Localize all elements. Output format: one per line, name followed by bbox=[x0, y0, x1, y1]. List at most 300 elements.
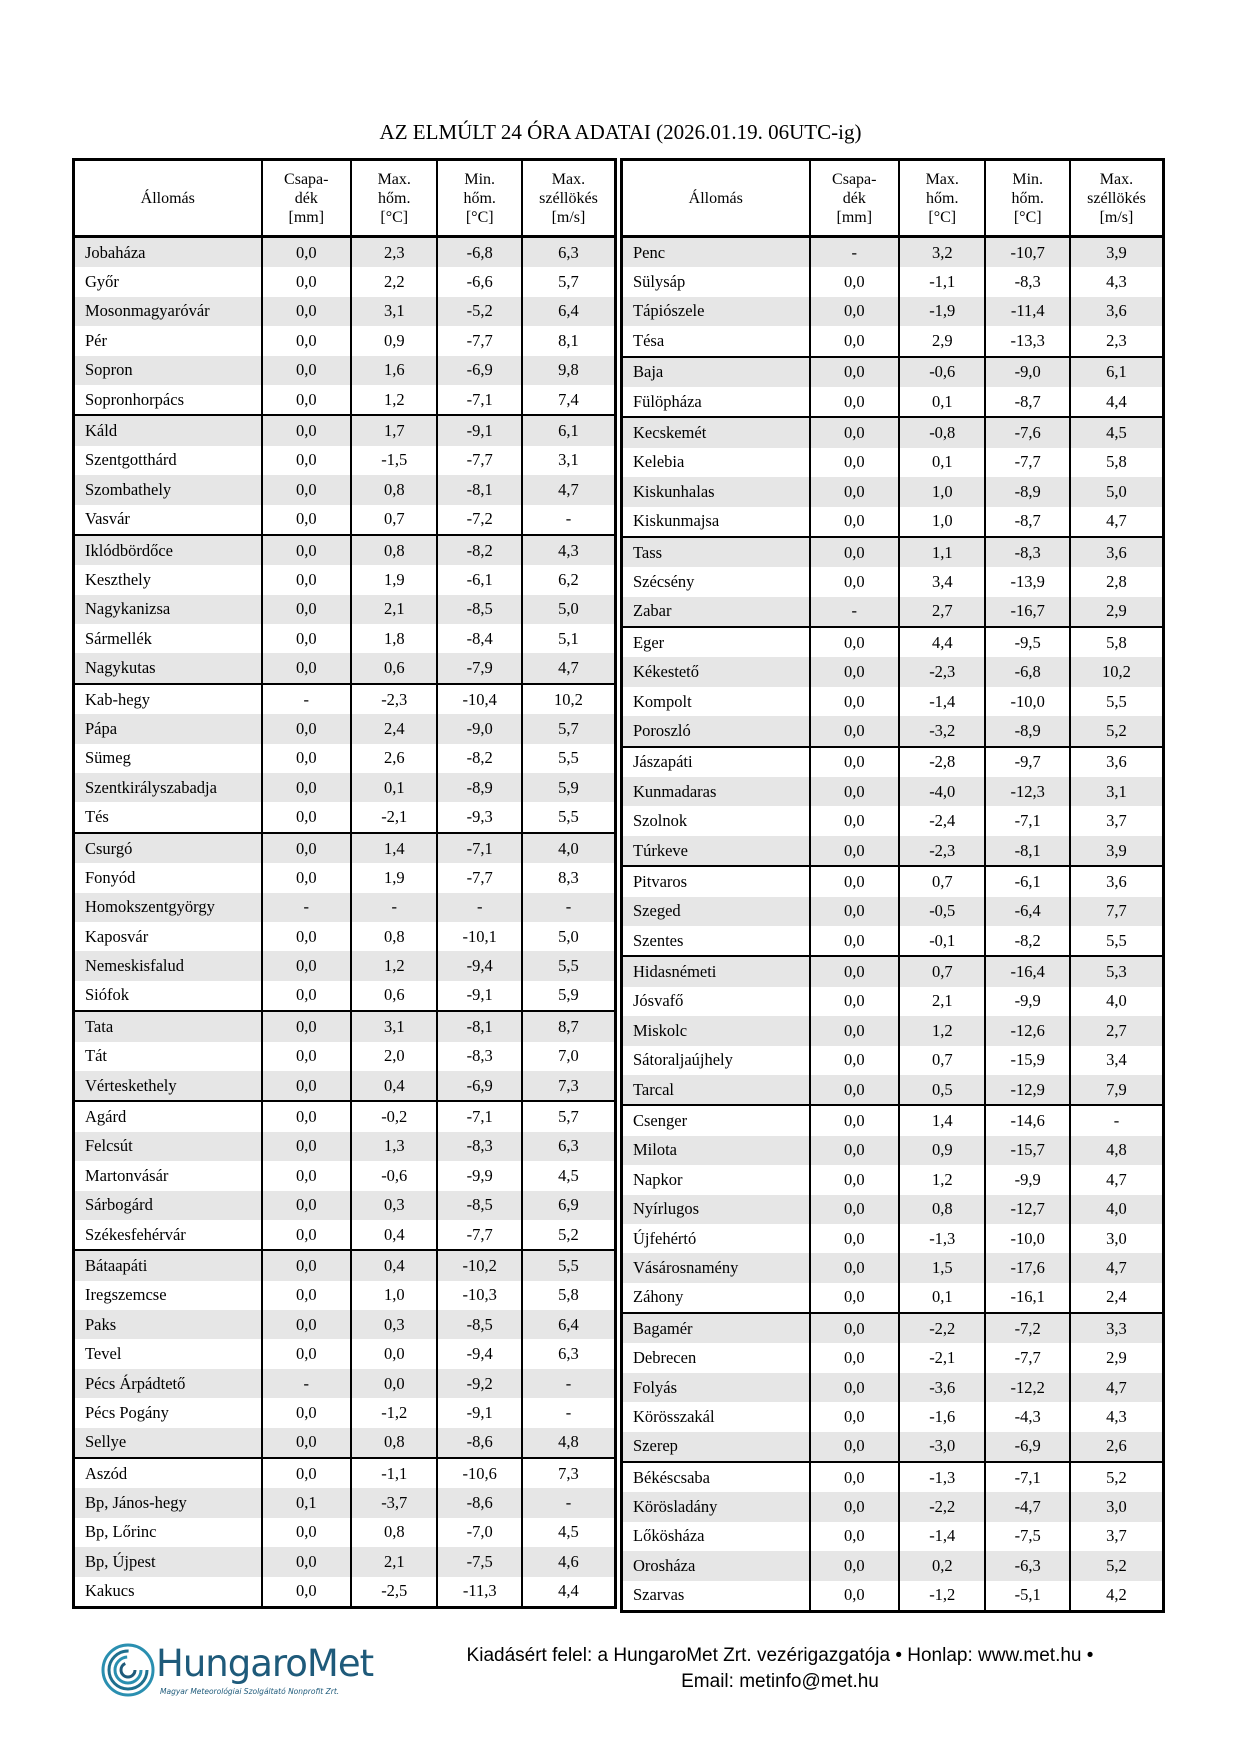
footer-line-email: Email: metinfo@met.hu bbox=[681, 1671, 879, 1692]
table-row bbox=[74, 1518, 616, 1547]
precip-value: 0,0 bbox=[262, 1101, 351, 1131]
tmax-value: 0,4 bbox=[351, 1071, 437, 1101]
table-row bbox=[74, 1161, 616, 1190]
table-row bbox=[74, 356, 616, 385]
station-name: Körösszakál bbox=[622, 1402, 810, 1431]
gust-value: 10,2 bbox=[1070, 657, 1164, 686]
precip-value: 0,0 bbox=[810, 987, 899, 1016]
gust-value: 6,4 bbox=[522, 297, 616, 326]
tmax-value: 3,1 bbox=[351, 297, 437, 326]
precip-value: 0,0 bbox=[810, 1016, 899, 1045]
station-name: Káld bbox=[74, 415, 262, 445]
tmax-value: -1,4 bbox=[899, 687, 985, 716]
gust-value: 6,3 bbox=[522, 237, 616, 268]
tmax-value: -3,6 bbox=[899, 1373, 985, 1402]
station-name: Siófok bbox=[74, 981, 262, 1011]
tmax-value: 0,7 bbox=[899, 1046, 985, 1075]
tmin-value: -7,7 bbox=[437, 326, 521, 355]
gust-value: 2,7 bbox=[1070, 1016, 1164, 1045]
precip-value: - bbox=[810, 597, 899, 627]
station-name: Sümeg bbox=[74, 744, 262, 773]
precip-value: 0,0 bbox=[810, 806, 899, 835]
tmax-value: -1,5 bbox=[351, 446, 437, 475]
tmax-value: -2,1 bbox=[899, 1343, 985, 1372]
precip-value: 0,0 bbox=[810, 387, 899, 417]
gust-value: 4,7 bbox=[1070, 507, 1164, 537]
tmin-value: -9,9 bbox=[437, 1161, 521, 1190]
precip-value: 0,0 bbox=[810, 417, 899, 447]
tmax-value: -1,3 bbox=[899, 1462, 985, 1492]
tmin-value: -8,6 bbox=[437, 1428, 521, 1458]
tmin-value: -6,3 bbox=[985, 1551, 1069, 1580]
station-name: Pitvaros bbox=[622, 866, 810, 896]
gust-value: 3,0 bbox=[1070, 1224, 1164, 1253]
table-row bbox=[622, 1165, 1164, 1194]
tmax-value: 1,8 bbox=[351, 624, 437, 653]
station-name: Tevel bbox=[74, 1339, 262, 1368]
station-name: Bp, Lőrinc bbox=[74, 1518, 262, 1547]
tmax-value: -1,1 bbox=[351, 1458, 437, 1488]
gust-value: 3,0 bbox=[1070, 1492, 1164, 1521]
station-name: Miskolc bbox=[622, 1016, 810, 1045]
tmax-value: 0,6 bbox=[351, 653, 437, 683]
gust-value: 3,9 bbox=[1070, 237, 1164, 268]
gust-value: 4,8 bbox=[1070, 1136, 1164, 1165]
tmin-value: -8,3 bbox=[437, 1042, 521, 1071]
table-row bbox=[622, 1581, 1164, 1612]
table-row bbox=[74, 1339, 616, 1368]
tmin-value: -8,6 bbox=[437, 1488, 521, 1517]
gust-value: 5,7 bbox=[522, 714, 616, 743]
station-name: Bp, Újpest bbox=[74, 1547, 262, 1576]
precip-value: 0,0 bbox=[810, 448, 899, 477]
precip-value: 0,0 bbox=[262, 1042, 351, 1071]
precip-value: 0,0 bbox=[810, 1522, 899, 1551]
precip-value: 0,0 bbox=[262, 1071, 351, 1101]
gust-value: 2,3 bbox=[1070, 326, 1164, 356]
precip-value: 0,0 bbox=[262, 1518, 351, 1547]
station-name: Szécsény bbox=[622, 567, 810, 596]
precip-value: - bbox=[262, 684, 351, 714]
tmin-value: -9,3 bbox=[437, 802, 521, 832]
table-row bbox=[74, 684, 616, 714]
table-row bbox=[74, 1458, 616, 1488]
station-name: Poroszló bbox=[622, 716, 810, 746]
gust-value: 4,0 bbox=[1070, 1195, 1164, 1224]
precip-value: 0,0 bbox=[810, 1224, 899, 1253]
precip-value: 0,0 bbox=[262, 922, 351, 951]
station-name: Jobaháza bbox=[74, 237, 262, 268]
table-row bbox=[74, 297, 616, 326]
precip-value: 0,0 bbox=[262, 624, 351, 653]
gust-value: 2,6 bbox=[1070, 1432, 1164, 1462]
table-header-row bbox=[622, 160, 1164, 237]
tmin-value: -9,4 bbox=[437, 951, 521, 980]
gust-value: 3,6 bbox=[1070, 537, 1164, 567]
tmin-value: -6,6 bbox=[437, 267, 521, 296]
table-row bbox=[74, 1428, 616, 1458]
tmax-value: 0,3 bbox=[351, 1310, 437, 1339]
station-name: Szentgotthárd bbox=[74, 446, 262, 475]
station-name: Debrecen bbox=[622, 1343, 810, 1372]
gust-value: 5,0 bbox=[1070, 477, 1164, 506]
tmin-value: -8,9 bbox=[437, 773, 521, 802]
tmin-value: -9,1 bbox=[437, 415, 521, 445]
precip-value: 0,0 bbox=[810, 267, 899, 296]
tmax-value: -2,3 bbox=[899, 657, 985, 686]
tmax-value: 2,4 bbox=[351, 714, 437, 743]
gust-value: 4,7 bbox=[1070, 1165, 1164, 1194]
tmax-value: 0,8 bbox=[899, 1195, 985, 1224]
gust-value: 2,9 bbox=[1070, 1343, 1164, 1372]
tmin-value: -12,2 bbox=[985, 1373, 1069, 1402]
table-row bbox=[622, 1046, 1164, 1075]
station-name: Tass bbox=[622, 537, 810, 567]
tmin-value: -7,2 bbox=[437, 505, 521, 535]
header-tmax: Max. hőm. [°C] bbox=[351, 160, 437, 237]
table-row bbox=[74, 595, 616, 624]
tmax-value: 0,7 bbox=[899, 956, 985, 986]
precip-value: 0,0 bbox=[262, 385, 351, 415]
station-name: Tápiószele bbox=[622, 297, 810, 326]
table-row bbox=[74, 1132, 616, 1161]
station-name: Tarcal bbox=[622, 1075, 810, 1105]
header-precip: Csapa- dék [mm] bbox=[810, 160, 899, 237]
station-name: Eger bbox=[622, 627, 810, 657]
tmax-value: 1,2 bbox=[351, 385, 437, 415]
gust-value: 5,8 bbox=[1070, 627, 1164, 657]
gust-value: - bbox=[522, 1398, 616, 1427]
tmax-value: 0,2 bbox=[899, 1551, 985, 1580]
precip-value: 0,0 bbox=[810, 747, 899, 777]
precip-value: 0,0 bbox=[810, 1046, 899, 1075]
table-row bbox=[74, 1398, 616, 1427]
tmax-value: -2,2 bbox=[899, 1313, 985, 1343]
tmin-value: -8,2 bbox=[437, 744, 521, 773]
precip-value: 0,0 bbox=[810, 866, 899, 896]
station-name: Kompolt bbox=[622, 687, 810, 716]
tmax-value: 1,5 bbox=[899, 1253, 985, 1282]
station-name: Záhony bbox=[622, 1283, 810, 1313]
tmax-value: 3,4 bbox=[899, 567, 985, 596]
tmin-value: -8,4 bbox=[437, 624, 521, 653]
tmax-value: 0,3 bbox=[351, 1191, 437, 1220]
tmax-value: 0,7 bbox=[899, 866, 985, 896]
gust-value: 4,3 bbox=[522, 535, 616, 565]
station-name: Milota bbox=[622, 1136, 810, 1165]
precip-value: 0,0 bbox=[810, 1313, 899, 1343]
precip-value: 0,0 bbox=[262, 1310, 351, 1339]
gust-value: 5,2 bbox=[522, 1220, 616, 1250]
gust-value: 6,3 bbox=[522, 1132, 616, 1161]
swirl-logo-icon bbox=[100, 1642, 156, 1698]
station-name: Körösladány bbox=[622, 1492, 810, 1521]
gust-value: 5,5 bbox=[1070, 926, 1164, 956]
table-row bbox=[622, 387, 1164, 417]
table-row bbox=[622, 777, 1164, 806]
station-name: Agárd bbox=[74, 1101, 262, 1131]
tmin-value: -7,1 bbox=[437, 833, 521, 863]
table-row bbox=[622, 747, 1164, 777]
gust-value: 3,9 bbox=[1070, 836, 1164, 866]
table-row bbox=[622, 806, 1164, 835]
tmin-value: -10,4 bbox=[437, 684, 521, 714]
table-row bbox=[622, 926, 1164, 956]
header-station: Állomás bbox=[622, 160, 810, 237]
gust-value: 3,3 bbox=[1070, 1313, 1164, 1343]
precip-value: 0,0 bbox=[810, 956, 899, 986]
footer-line-publisher: Kiadásért felel: a HungaroMet Zrt. vezérigazgatója • Honlap: www.met.hu • bbox=[466, 1645, 1094, 1666]
table-row bbox=[74, 624, 616, 653]
table-row bbox=[74, 1488, 616, 1517]
tmax-value: 3,1 bbox=[351, 1011, 437, 1041]
tmin-value: -8,1 bbox=[437, 475, 521, 504]
gust-value: 7,3 bbox=[522, 1071, 616, 1101]
station-name: Kaposvár bbox=[74, 922, 262, 951]
gust-value: 5,5 bbox=[522, 744, 616, 773]
station-name: Kiskunmajsa bbox=[622, 507, 810, 537]
tmax-value: 0,6 bbox=[351, 981, 437, 1011]
gust-value: 4,4 bbox=[1070, 387, 1164, 417]
tmax-value: -2,8 bbox=[899, 747, 985, 777]
tmin-value: -16,4 bbox=[985, 956, 1069, 986]
tmin-value: -9,4 bbox=[437, 1339, 521, 1368]
table-row bbox=[622, 627, 1164, 657]
gust-value: 2,4 bbox=[1070, 1283, 1164, 1313]
precip-value: 0,0 bbox=[810, 1373, 899, 1402]
tmax-value: 1,2 bbox=[351, 951, 437, 980]
table-row bbox=[622, 237, 1164, 268]
gust-value: 6,1 bbox=[522, 415, 616, 445]
gust-value: 4,3 bbox=[1070, 1402, 1164, 1431]
table-row bbox=[74, 267, 616, 296]
tmax-value: 1,9 bbox=[351, 863, 437, 892]
tmax-value: -3,0 bbox=[899, 1432, 985, 1462]
precip-value: 0,0 bbox=[262, 446, 351, 475]
table-row bbox=[74, 714, 616, 743]
precip-value: 0,0 bbox=[810, 657, 899, 686]
station-name: Aszód bbox=[74, 1458, 262, 1488]
tmin-value: -8,5 bbox=[437, 1310, 521, 1339]
tmax-value: 1,4 bbox=[899, 1105, 985, 1135]
precip-value: 0,0 bbox=[262, 1132, 351, 1161]
tmax-value: 0,5 bbox=[899, 1075, 985, 1105]
header-precip: Csapa- dék [mm] bbox=[262, 160, 351, 237]
gust-value: 4,3 bbox=[1070, 267, 1164, 296]
gust-value: 4,4 bbox=[522, 1577, 616, 1608]
station-name: Keszthely bbox=[74, 565, 262, 594]
station-name: Iklódbördőce bbox=[74, 535, 262, 565]
station-name: Folyás bbox=[622, 1373, 810, 1402]
table-row bbox=[622, 507, 1164, 537]
tmax-value: 1,6 bbox=[351, 356, 437, 385]
tmax-value: 2,1 bbox=[351, 595, 437, 624]
table-row bbox=[74, 1071, 616, 1101]
table-row bbox=[74, 505, 616, 535]
tmin-value: -8,7 bbox=[985, 507, 1069, 537]
tmax-value: 0,1 bbox=[351, 773, 437, 802]
tmin-value: -13,3 bbox=[985, 326, 1069, 356]
precip-value: 0,0 bbox=[810, 1195, 899, 1224]
tmin-value: -6,8 bbox=[985, 657, 1069, 686]
tmin-value: -4,7 bbox=[985, 1492, 1069, 1521]
tmax-value: 0,0 bbox=[351, 1369, 437, 1398]
tmin-value: -9,7 bbox=[985, 747, 1069, 777]
tmax-value: 4,4 bbox=[899, 627, 985, 657]
table-row bbox=[74, 1547, 616, 1576]
tmax-value: -1,3 bbox=[899, 1224, 985, 1253]
tmin-value: -6,8 bbox=[437, 237, 521, 268]
station-name: Tés bbox=[74, 802, 262, 832]
table-row bbox=[74, 565, 616, 594]
precip-value: 0,0 bbox=[262, 505, 351, 535]
tmax-value: 1,0 bbox=[351, 1281, 437, 1310]
precip-value: 0,0 bbox=[262, 1428, 351, 1458]
gust-value: 5,2 bbox=[1070, 716, 1164, 746]
table-row bbox=[622, 1195, 1164, 1224]
station-name: Vasvár bbox=[74, 505, 262, 535]
table-row bbox=[622, 687, 1164, 716]
tmin-value: -15,9 bbox=[985, 1046, 1069, 1075]
tmax-value: 2,1 bbox=[351, 1547, 437, 1576]
gust-value: 7,9 bbox=[1070, 1075, 1164, 1105]
table-row bbox=[622, 448, 1164, 477]
station-name: Sellye bbox=[74, 1428, 262, 1458]
precip-value: 0,0 bbox=[810, 926, 899, 956]
tmax-value: -3,2 bbox=[899, 716, 985, 746]
table-row bbox=[74, 893, 616, 922]
precip-value: 0,0 bbox=[262, 653, 351, 683]
gust-value: 5,8 bbox=[522, 1281, 616, 1310]
tmin-value: -12,3 bbox=[985, 777, 1069, 806]
precip-value: 0,0 bbox=[810, 297, 899, 326]
tmin-value: -13,9 bbox=[985, 567, 1069, 596]
table-row bbox=[622, 417, 1164, 447]
tmax-value: 1,7 bbox=[351, 415, 437, 445]
station-name: Jászapáti bbox=[622, 747, 810, 777]
tmin-value: -5,2 bbox=[437, 297, 521, 326]
tmin-value: -8,3 bbox=[437, 1132, 521, 1161]
precip-value: 0,0 bbox=[262, 565, 351, 594]
precip-value: 0,0 bbox=[810, 1283, 899, 1313]
gust-value: 8,3 bbox=[522, 863, 616, 892]
gust-value: 7,0 bbox=[522, 1042, 616, 1071]
table-row bbox=[622, 267, 1164, 296]
tmax-value: 2,6 bbox=[351, 744, 437, 773]
table-row bbox=[74, 385, 616, 415]
gust-value: 4,0 bbox=[522, 833, 616, 863]
station-name: Pécs Pogány bbox=[74, 1398, 262, 1427]
tmax-value: 1,0 bbox=[899, 507, 985, 537]
tmax-value: 1,3 bbox=[351, 1132, 437, 1161]
tmin-value: -9,9 bbox=[985, 987, 1069, 1016]
table-row bbox=[74, 1577, 616, 1608]
precip-value: 0,0 bbox=[810, 1402, 899, 1431]
table-row bbox=[622, 956, 1164, 986]
tmin-value: -7,0 bbox=[437, 1518, 521, 1547]
station-name: Sopron bbox=[74, 356, 262, 385]
gust-value: - bbox=[522, 893, 616, 922]
tmin-value: -11,3 bbox=[437, 1577, 521, 1608]
gust-value: 4,0 bbox=[1070, 987, 1164, 1016]
gust-value: - bbox=[522, 1369, 616, 1398]
data-tables bbox=[72, 158, 1165, 1605]
table-row bbox=[622, 897, 1164, 926]
header-gust: Max. széllökés [m/s] bbox=[522, 160, 616, 237]
tmin-value: -7,5 bbox=[985, 1522, 1069, 1551]
tmax-value: 0,1 bbox=[899, 387, 985, 417]
gust-value: 5,2 bbox=[1070, 1462, 1164, 1492]
precip-value: 0,0 bbox=[810, 357, 899, 387]
tmin-value: -9,5 bbox=[985, 627, 1069, 657]
gust-value: 6,9 bbox=[522, 1191, 616, 1220]
gust-value: 4,5 bbox=[522, 1518, 616, 1547]
hungaromet-logo bbox=[100, 1640, 374, 1704]
station-name: Jósvafő bbox=[622, 987, 810, 1016]
tmin-value: -6,9 bbox=[985, 1432, 1069, 1462]
table-row bbox=[622, 1343, 1164, 1372]
station-name: Szeged bbox=[622, 897, 810, 926]
precip-value: 0,0 bbox=[262, 1577, 351, 1608]
tmin-value: -9,0 bbox=[437, 714, 521, 743]
tmax-value: 1,9 bbox=[351, 565, 437, 594]
tmax-value: -0,8 bbox=[899, 417, 985, 447]
precip-value: 0,0 bbox=[262, 1398, 351, 1427]
tmin-value: -8,1 bbox=[437, 1011, 521, 1041]
gust-value: 2,9 bbox=[1070, 597, 1164, 627]
precip-value: 0,0 bbox=[262, 475, 351, 504]
station-name: Tata bbox=[74, 1011, 262, 1041]
station-name: Hidasnémeti bbox=[622, 956, 810, 986]
tmin-value: -17,6 bbox=[985, 1253, 1069, 1282]
table-row bbox=[622, 1432, 1164, 1462]
header-tmax: Max. hőm. [°C] bbox=[899, 160, 985, 237]
tmin-value: -6,1 bbox=[437, 565, 521, 594]
gust-value: 4,7 bbox=[522, 653, 616, 683]
tmin-value: -7,7 bbox=[437, 1220, 521, 1250]
tmin-value: -7,1 bbox=[985, 1462, 1069, 1492]
gust-value: 5,2 bbox=[1070, 1551, 1164, 1580]
table-row bbox=[622, 1313, 1164, 1343]
tmin-value: -12,7 bbox=[985, 1195, 1069, 1224]
precip-value: 0,0 bbox=[262, 1250, 351, 1280]
table-row bbox=[74, 653, 616, 683]
gust-value: 5,9 bbox=[522, 773, 616, 802]
precip-value: 0,0 bbox=[262, 1161, 351, 1190]
table-row bbox=[622, 1522, 1164, 1551]
tmin-value: -7,7 bbox=[985, 448, 1069, 477]
tmax-value: -0,5 bbox=[899, 897, 985, 926]
tmax-value: 0,9 bbox=[351, 326, 437, 355]
tmax-value: 0,1 bbox=[899, 1283, 985, 1313]
gust-value: 5,5 bbox=[522, 1250, 616, 1280]
gust-value: 5,0 bbox=[522, 922, 616, 951]
precip-value: 0,0 bbox=[810, 836, 899, 866]
station-name: Tésa bbox=[622, 326, 810, 356]
station-name: Újfehértó bbox=[622, 1224, 810, 1253]
precip-value: 0,0 bbox=[810, 627, 899, 657]
table-row bbox=[74, 446, 616, 475]
tmax-value: 0,1 bbox=[899, 448, 985, 477]
table-row bbox=[622, 326, 1164, 356]
station-name: Nyírlugos bbox=[622, 1195, 810, 1224]
tmin-value: -8,3 bbox=[985, 537, 1069, 567]
station-name: Sopronhorpács bbox=[74, 385, 262, 415]
gust-value: 4,6 bbox=[522, 1547, 616, 1576]
tmax-value: 1,0 bbox=[899, 477, 985, 506]
station-name: Bp, János-hegy bbox=[74, 1488, 262, 1517]
precip-value: 0,0 bbox=[262, 1011, 351, 1041]
